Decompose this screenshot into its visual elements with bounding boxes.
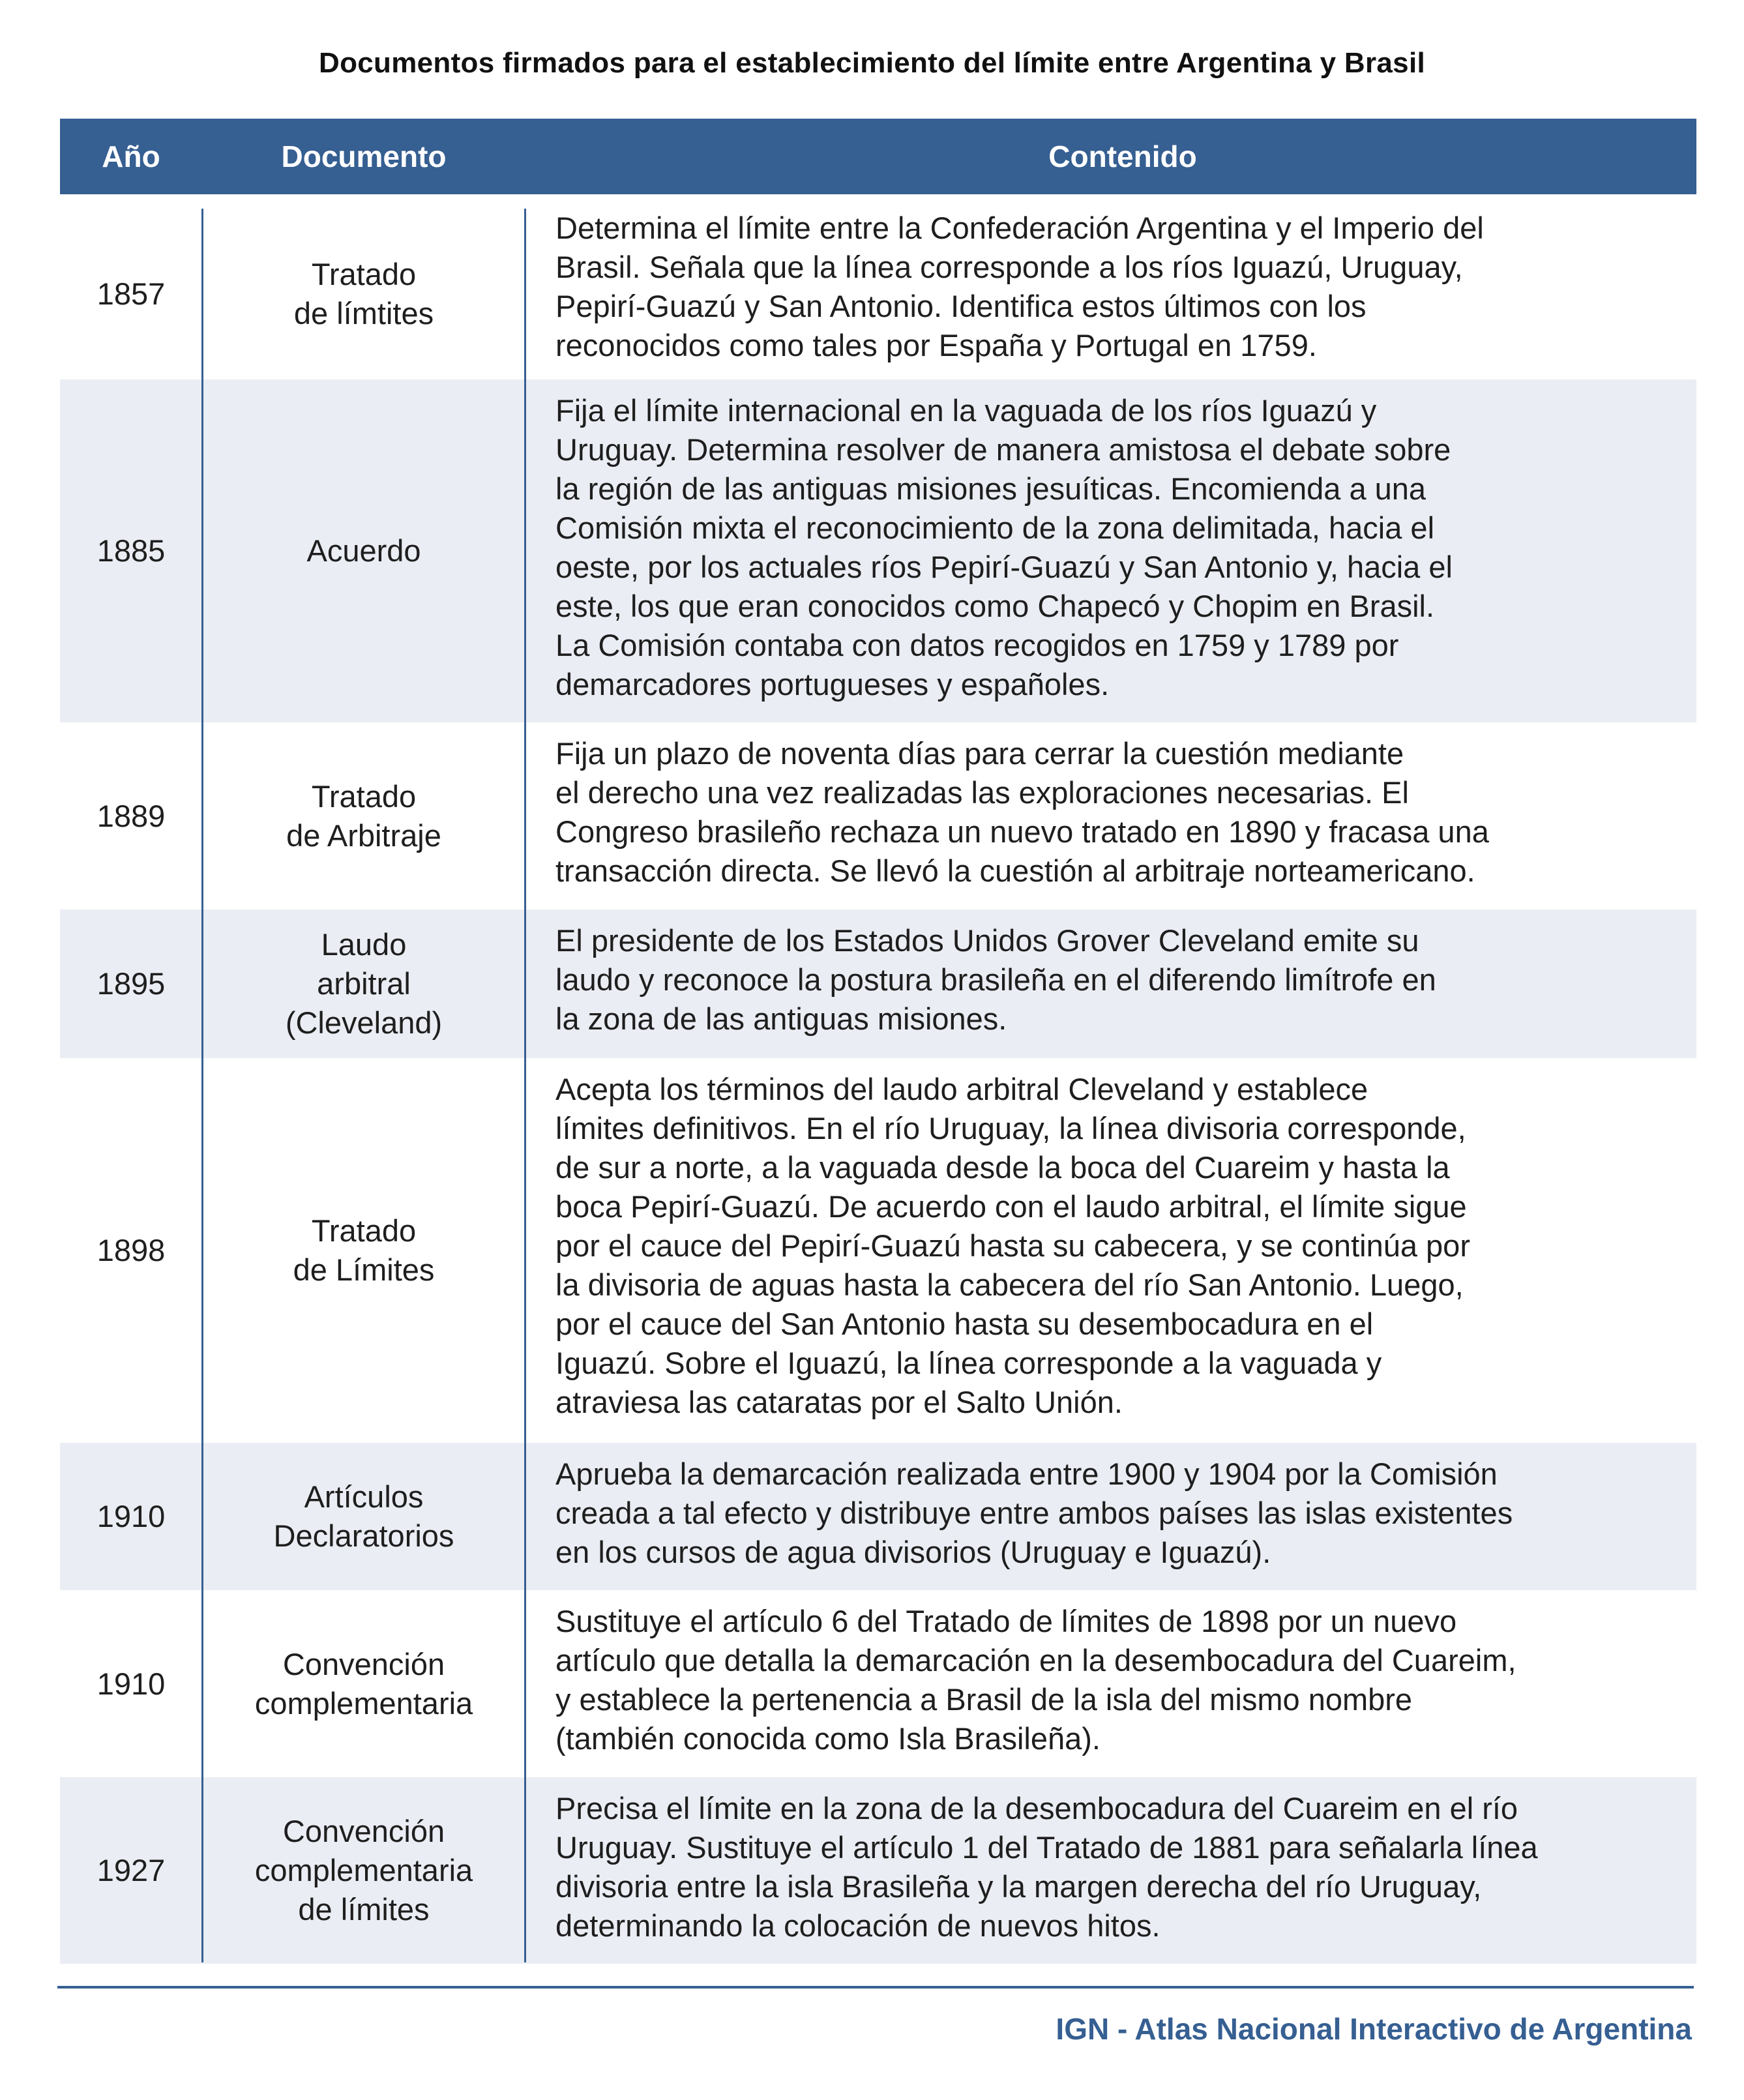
year-cell: 1910 [96, 1666, 166, 1701]
document-cell: Convención complementaria de límites [254, 1814, 473, 1927]
table-title: Documentos firmados para el establecimiento del límite entre Argentina y Brasil [319, 47, 1425, 79]
table-header [60, 119, 1696, 194]
year-cell: 1927 [96, 1853, 166, 1887]
table-row [60, 722, 1696, 910]
content-cell: Determina el límite entre la Confederación Argentina y el Imperio del Brasil. Señala que la línea corresponde a los ríos Iguazú, Uruguay, Pepirí-Guazú y San Antonio. Identifica estos últimos con los reconocidos como tales por España y Portugal en 1759. [555, 211, 1484, 362]
document-cell: Convención complementaria [254, 1646, 473, 1721]
year-cell: 1889 [96, 798, 166, 833]
footer-rule [57, 1986, 1694, 1989]
document-cell: Laudo arbitral (Cleveland) [285, 927, 443, 1040]
source-credit: IGN - Atlas Nacional Interactivo de Argentina [1056, 2012, 1692, 2046]
column-divider [524, 209, 526, 1962]
table-row [60, 1443, 1696, 1590]
document-cell: Tratado de límtites [293, 257, 434, 331]
table-row [60, 1777, 1696, 1964]
year-cell: 1910 [96, 1499, 166, 1533]
document-cell: Tratado de Arbitraje [286, 778, 441, 853]
year-cell: 1885 [96, 533, 166, 568]
content-cell: Fija el límite internacional en la vaguada de los ríos Iguazú y Uruguay. Determina resolver de manera amistosa el debate sobre la región de las antiguas misiones jesuíticas. Encomienda a una Comisión mixta el reconocimiento de la zona delimitada, hacia el oeste, por los actuales ríos Pepirí-Guazú y San Antonio y, hacia el este, los que eran conocidos como Chapecó y Chopim en Brasil. La Comisión contaba con datos recogidos en 1759 y 1789 por demarcadores portugueses y españoles. [555, 393, 1453, 702]
content-cell: El presidente de los Estados Unidos Grover Cleveland emite su laudo y reconoce la postura brasileña en el diferendo limítrofe en la zona de las antiguas misiones. [555, 923, 1436, 1036]
column-header-document: Documento [281, 140, 447, 173]
table-row [60, 209, 1696, 379]
column-header-year: Año [102, 140, 160, 173]
document-cell: Acuerdo [306, 533, 421, 568]
column-divider [201, 209, 203, 1962]
content-cell: Sustituye el artículo 6 del Tratado de límites de 1898 por un nuevo artículo que detalla la demarcación en la desembocadura del Cuareim, y establece la pertenencia a Brasil de la isla del mismo nombre (también conocida como Isla Brasileña). [555, 1604, 1516, 1756]
document-cell: Artículos Declaratorios [273, 1479, 454, 1553]
table-row [60, 379, 1696, 722]
table-row [60, 1058, 1696, 1443]
year-cell: 1857 [96, 276, 166, 311]
content-cell: Fija un plazo de noventa días para cerrar la cuestión mediante el derecho una vez realizadas las exploraciones necesarias. El Congreso brasileño rechaza un nuevo tratado en 1890 y fracasa una transacción directa. Se llevó la cuestión al arbitraje norteamericano. [555, 736, 1489, 888]
content-cell: Aprueba la demarcación realizada entre 1900 y 1904 por la Comisión creada a tal efecto y distribuye entre ambos países las islas existentes en los cursos de agua divisorios (Uruguay e Iguazú). [555, 1457, 1513, 1569]
content-cell: Acepta los términos del laudo arbitral Cleveland y establece límites definitivos. En el río Uruguay, la línea divisoria corresponde, de sur a norte, a la vaguada desde la boca del Cuareim y hasta la boca Pepirí-Guazú. De acuerdo con el laudo arbitral, el límite sigue por el cauce del Pepirí-Guazú hasta su cabecera, y se continúa por la divisoria de aguas hasta la cabecera del río San Antonio. Luego, por el cauce del San Antonio hasta su desembocadura en el Iguazú. Sobre el Iguazú, la línea corresponde a la vaguada y atraviesa las cataratas por el Salto Unión. [555, 1072, 1470, 1419]
year-cell: 1895 [96, 966, 166, 1001]
table-row [60, 1590, 1696, 1777]
year-cell: 1898 [96, 1233, 166, 1267]
table-row [60, 910, 1696, 1058]
content-cell: Precisa el límite en la zona de la desembocadura del Cuareim en el río Uruguay. Sustituye el artículo 1 del Tratado de 1881 para señalarla línea divisoria entre la isla Brasileña y la margen derecha del río Uruguay, determinando la colocación de nuevos hitos. [555, 1791, 1538, 1943]
document-cell: Tratado de Límites [293, 1213, 435, 1287]
column-header-content: Contenido [1048, 140, 1197, 173]
